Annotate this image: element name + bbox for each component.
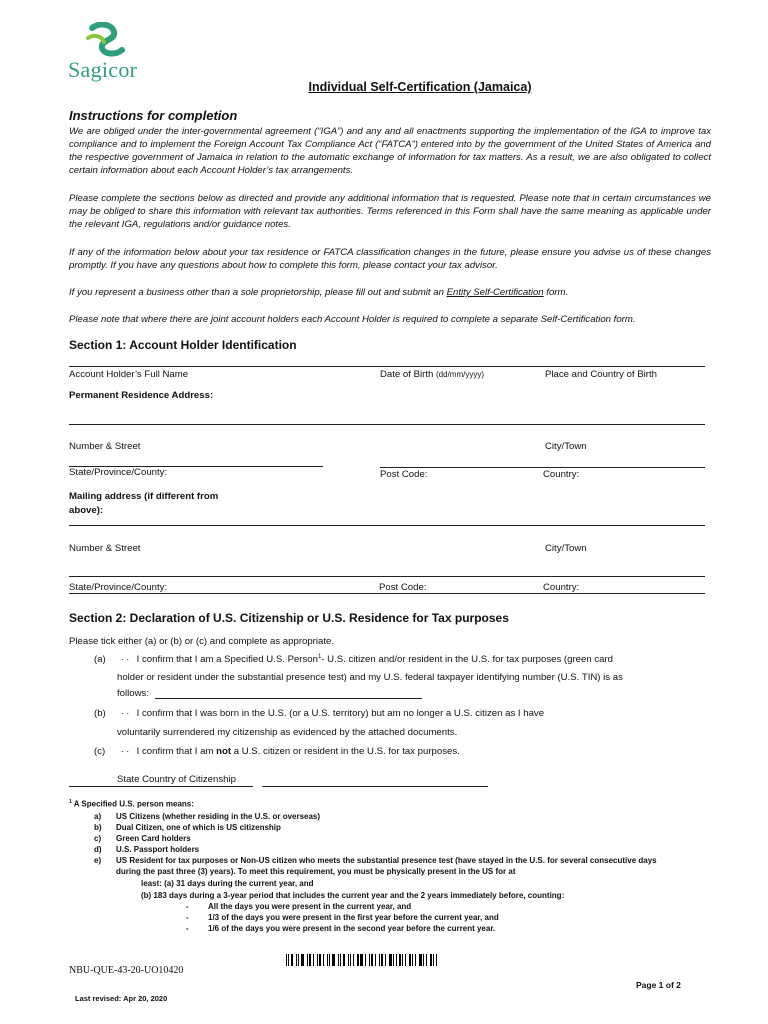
footnote-dash: -	[186, 924, 189, 933]
option-a-line2: holder or resident under the substantial presence test) and my U.S. federal taxpayer identifying number (U.S. TIN) is as	[117, 672, 623, 683]
country-label: Country:	[543, 469, 580, 480]
option-a-footnote-ref: 1	[317, 654, 322, 660]
divider-line	[69, 366, 705, 367]
option-a-checkbox[interactable]: · ·	[120, 654, 130, 665]
barcode-bar	[436, 954, 437, 966]
footnote-e-cont2: least: (a) 31 days during the current year, and	[141, 879, 314, 888]
dob-text: Date of Birth	[380, 369, 434, 380]
footnote-sub-2: 1/3 of the days you were present in the first year before the current year, and	[208, 913, 499, 922]
footnote-title-text: A Specified U.S. person means:	[73, 799, 194, 809]
permanent-address-label: Permanent Residence Address:	[69, 390, 214, 401]
barcode-bar	[343, 954, 345, 966]
barcode-bar	[433, 954, 434, 966]
footnote-dash: -	[186, 913, 189, 922]
citizenship-label: State Country of Citizenship	[117, 774, 236, 785]
footnote-sub-1: All the days you were present in the current year, and	[208, 902, 412, 911]
entity-self-certification-link[interactable]: Entity Self-Certification	[446, 287, 544, 298]
barcode-bar	[430, 954, 432, 966]
footnote-item-c: Green Card holders	[116, 834, 191, 843]
logo-wordmark: Sagicor	[68, 57, 138, 82]
barcode-bar	[396, 954, 397, 966]
barcode-bar	[385, 954, 386, 966]
mailing-address-label-1: Mailing address (if different from	[69, 491, 219, 502]
mailing-state-field-line[interactable]	[69, 593, 705, 594]
footnote-key-d: d)	[94, 845, 102, 854]
barcode-bar	[288, 954, 289, 966]
mailing-street-field-line[interactable]	[69, 576, 705, 577]
barcode-bar	[389, 954, 392, 966]
last-revised: Last revised: Apr 20, 2020	[75, 994, 168, 1003]
mailing-country-label: Country:	[543, 582, 580, 593]
barcode-bar	[319, 954, 321, 966]
city-town-label: City/Town	[545, 441, 587, 452]
instructions-heading: Instructions for completion	[69, 108, 238, 123]
barcode-bar	[353, 954, 354, 966]
place-of-birth-label: Place and Country of Birth	[545, 369, 657, 380]
barcode-bar	[360, 954, 363, 966]
instructions-paragraph-1: We are obliged under the inter-governmental agreement (“IGA”) and any and all enactments supporting the implementation of the IGA to improve tax compliance and to implement the Foreign Account Tax Compliance Act (“FATCA”) entered into by the government of the United States of America and the respective government of Jamaica in relation to the automatic exchange of information for tax matters. As a result, we are also obligated to collect certain information about each Account Holder’s tax arrangements.	[69, 126, 711, 176]
option-c-label: (c)	[94, 746, 106, 757]
option-a-label: (a)	[94, 654, 106, 665]
barcode-bar	[286, 954, 287, 966]
barcode-bar	[365, 954, 366, 966]
barcode-bar	[393, 954, 394, 966]
barcode-bar	[405, 954, 406, 966]
footnote-title	[69, 799, 194, 809]
option-b-checkbox[interactable]: · ·	[120, 708, 130, 718]
footnote-e-cont3: (b) 183 days during a 3-year period that includes the current year and the 2 years immediately before, counting:	[141, 891, 565, 900]
sagicor-logo-icon	[86, 22, 126, 60]
section2-heading: Section 2: Declaration of U.S. Citizenship or U.S. Residence for Tax purposes	[69, 611, 509, 625]
instructions-paragraph-3: If any of the information below about your tax residence or FATCA classification changes in the future, please ensure you advise us of these changes promptly. If you have any questions about how to complete this form, please contact your tax advisor.	[69, 247, 711, 271]
option-b-line1	[116, 708, 544, 719]
barcode-bar	[301, 954, 304, 966]
footnote-key-c: c)	[94, 834, 102, 843]
option-c-text-post: a U.S. citizen or resident in the U.S. for tax purposes.	[231, 746, 460, 757]
barcode-bar	[307, 954, 308, 966]
state-label: State/Province/County:	[69, 467, 168, 478]
form-title: Individual Self-Certification (Jamaica)	[308, 80, 532, 94]
barcode-bar	[409, 954, 411, 966]
number-street-label: Number & Street	[69, 441, 141, 452]
barcode-bar	[327, 954, 328, 966]
us-tin-field-line[interactable]	[155, 698, 422, 699]
city-field-line[interactable]	[380, 467, 705, 468]
barcode-bar	[357, 954, 359, 966]
footnote-dash: -	[186, 902, 189, 911]
option-c-line1	[116, 746, 460, 757]
footnote-sub-3: 1/6 of the days you were present in the second year before the current year.	[208, 924, 496, 933]
option-c-checkbox[interactable]: · ·	[120, 746, 130, 756]
mailing-number-street-label: Number & Street	[69, 543, 141, 554]
dob-label	[380, 369, 484, 380]
barcode-bar	[317, 954, 318, 966]
option-a-line3: follows:	[117, 688, 149, 699]
barcode-image	[286, 954, 440, 966]
page-number: Page 1 of 2	[636, 980, 681, 990]
footnote-e-cont1: during the past three (3) years). To meet this requirement, you must be physically present in the US for at	[116, 867, 516, 876]
instructions-paragraph-5: Please note that where there are joint account holders each Account Holder is required to complete a separate Self-Certification form.	[69, 314, 636, 325]
mailing-address-field-line[interactable]	[69, 525, 705, 526]
citizenship-field-line[interactable]	[262, 786, 488, 787]
barcode-bar	[350, 954, 351, 966]
barcode-bar	[423, 954, 424, 966]
barcode-bar	[332, 954, 335, 966]
footnote-item-e: US Resident for tax purposes or Non-US citizen who meets the substantial presence test (have stayed in the U.S. for several consecutive days	[116, 856, 657, 865]
option-b-label: (b)	[94, 708, 106, 719]
barcode-bar	[379, 954, 380, 966]
barcode-bar	[412, 954, 413, 966]
p4-text-after: form.	[543, 287, 569, 298]
barcode-bar	[375, 954, 376, 966]
mailing-address-label-2: above):	[69, 505, 104, 516]
barcode-bar	[402, 954, 403, 966]
barcode-bar	[313, 954, 314, 966]
barcode-bar	[399, 954, 401, 966]
option-a-text-post: - U.S. citizen and/or resident in the U.S. for tax purposes (green card	[321, 654, 613, 666]
post-code-label: Post Code:	[380, 469, 428, 480]
barcode-bar	[309, 954, 311, 966]
barcode-bar	[329, 954, 330, 966]
barcode-bar	[415, 954, 416, 966]
barcode-bar	[323, 954, 325, 966]
option-b-text: I confirm that I was born in the U.S. (or a U.S. territory) but am no longer a U.S. citizen as I have	[136, 708, 545, 719]
barcode-bar	[426, 954, 427, 966]
barcode-bar	[369, 954, 370, 966]
citizenship-left-line	[69, 786, 253, 787]
mailing-state-label: State/Province/County:	[69, 582, 168, 593]
perm-address-field-line[interactable]	[69, 424, 705, 425]
barcode-bar	[371, 954, 373, 966]
instructions-paragraph-2: Please complete the sections below as directed and provide any additional information that is requested. Please note that in certain circumstances we may be obliged to share this information with relevant tax authorities. Terms referenced in this Form shall have the same meaning as applicable under the relevant IGA, regulations and/or guidance notes.	[69, 193, 711, 230]
barcode-bar	[381, 954, 383, 966]
barcode-bar	[291, 954, 293, 966]
option-b-line2: voluntarily surrendered my citizenship as evidenced by the attached documents.	[117, 727, 458, 738]
dob-format: (dd/mm/yyyy)	[436, 370, 484, 379]
footnote-key-e: e)	[94, 856, 102, 865]
barcode-bar	[419, 954, 422, 966]
footnote-item-a: US Citizens (whether residing in the U.S. or overseas)	[116, 812, 321, 821]
full-name-label: Account Holder’s Full Name	[69, 369, 189, 380]
barcode-bar	[340, 954, 341, 966]
option-c-not: not	[216, 746, 232, 757]
option-a-text-pre: I confirm that I am a Specified U.S. Person	[136, 654, 318, 666]
mailing-city-town-label: City/Town	[545, 543, 587, 554]
option-a-line1	[116, 654, 613, 665]
section2-intro: Please tick either (a) or (b) or (c) and complete as appropriate.	[69, 636, 335, 647]
option-c-text-pre: I confirm that I am	[136, 746, 217, 757]
barcode-bar	[338, 954, 339, 966]
footnote-key-a: a)	[94, 812, 102, 821]
barcode-bar	[296, 954, 297, 966]
footnote-item-d: U.S. Passport holders	[116, 845, 200, 854]
section1-heading: Section 1: Account Holder Identification	[69, 338, 297, 352]
footnote-number: 1	[69, 799, 72, 805]
footnote-item-b: Dual Citizen, one of which is US citizenship	[116, 823, 281, 832]
instructions-paragraph-4	[69, 286, 711, 299]
mailing-post-code-label: Post Code:	[379, 582, 427, 593]
p4-text-before: If you represent a business other than a sole proprietorship, please fill out and submit an	[69, 287, 447, 298]
form-code: NBU-QUE-43-20-UO10420	[69, 965, 184, 976]
barcode-bar	[348, 954, 349, 966]
footnote-key-b: b)	[94, 823, 102, 832]
barcode-bar	[298, 954, 299, 966]
